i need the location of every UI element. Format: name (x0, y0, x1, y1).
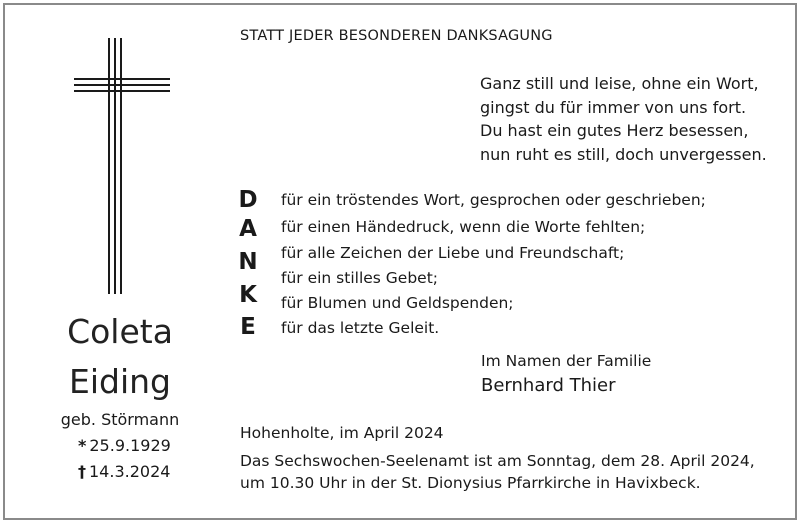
death-date-line (78, 462, 170, 481)
birth-date-line (78, 436, 171, 455)
cross-icon (72, 36, 172, 296)
death-date: 14.3.2024 (89, 462, 171, 481)
notice-heading: STATT JEDER BESONDEREN DANKSAGUNG (240, 28, 553, 44)
service-notice (240, 450, 755, 494)
poem-line: Ganz still und leise, ohne ein Wort, (480, 74, 759, 93)
poem (480, 72, 767, 166)
danke-line: für einen Händedruck, wenn die Worte fehlten; (281, 218, 646, 236)
poem-line: nun ruht es still, doch unvergessen. (480, 144, 767, 164)
poem-line: gingst du für immer von uns fort. (480, 97, 747, 117)
danke-line: für alle Zeichen der Liebe und Freundschaft; (281, 244, 625, 262)
poem-line: Du hast ein gutes Herz besessen, (480, 121, 749, 140)
danke-line: für ein stilles Gebet; (281, 269, 439, 287)
danke-line: für das letzte Geleit. (281, 319, 440, 337)
danke-letter: K (239, 282, 257, 308)
danke-letter: N (238, 249, 258, 275)
danke-line: für ein tröstendes Wort, gesprochen oder geschrieben; (281, 191, 706, 209)
danke-letter: D (238, 187, 258, 213)
danke-line: für Blumen und Geldspenden; (281, 294, 514, 312)
birth-name: geb. Störmann (60, 410, 180, 429)
notice-line: Das Sechswochen-Seelenamt ist am Sonntag, dem 28. April 2024, (240, 452, 755, 470)
danke-letter: E (240, 314, 256, 340)
notice-line: um 10.30 Uhr in der St. Dionysius Pfarrkirche in Havixbeck. (240, 474, 701, 492)
closing-line: Im Namen der Familie (481, 352, 652, 370)
signer-name: Bernhard Thier (481, 375, 616, 396)
deceased-last-name: Eiding (69, 362, 171, 401)
deceased-first-name: Coleta (67, 312, 173, 351)
birth-date: 25.9.1929 (89, 436, 171, 455)
birth-symbol: * (78, 436, 87, 455)
place-date: Hohenholte, im April 2024 (240, 424, 444, 442)
danke-letter: A (239, 216, 257, 242)
death-symbol: † (78, 462, 86, 481)
